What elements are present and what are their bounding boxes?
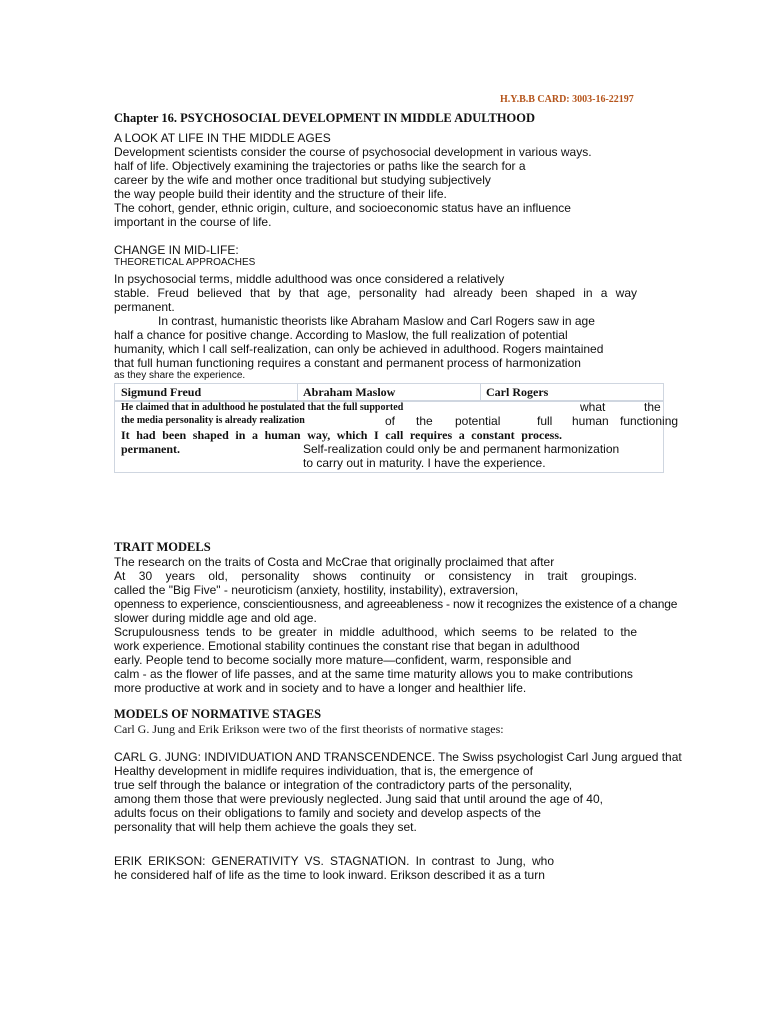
paragraph-line: true self through the balance or integration of the contradictory parts of the personality, [114,778,573,792]
paragraph-line: career by the wife and mother once traditional but studying subjectively [114,173,491,187]
paragraph-line: The research on the traits of Costa and McCrae that originally proclaimed that after [114,555,555,569]
section-heading: TRAIT MODELS [114,540,211,554]
paragraph-line: calm - as the flower of life passes, and at the same time maturity allows you to make contributions [114,667,633,681]
paragraph-line: more productive at work and in society and to have a longer and healthier life. [114,681,527,695]
section-change-mid-life [114,243,637,382]
table-cell: to carry out in maturity. I have the experience. [303,456,546,470]
paragraph-line: CARL G. JUNG: INDIVIDUATION AND TRANSCENDENCE. The Swiss psychologist Carl Jung argued that [114,750,682,764]
paragraph-line: humanity, which I call self-realization, can only be achieved in adulthood. Rogers maintained [114,342,604,356]
table-cell: human [572,414,609,428]
paragraph-line: half of life. Objectively examining the trajectories or paths like the search for a [114,159,526,173]
paragraph-line: Development scientists consider the course of psychosocial development in various ways. [114,145,592,159]
paragraph-line: stable. Freud believed that by that age, personality had already been shaped in a way [114,286,637,300]
table-cell: Self-realization could only be and permanent harmonization [303,442,620,456]
table-header-maslow: Abraham Maslow [297,384,480,401]
paragraph-line: adults focus on their obligations to family and society and develop aspects of the [114,806,541,820]
paragraph-line: The cohort, gender, ethnic origin, culture, and socioeconomic status have an influence [114,201,571,215]
chapter-title: Chapter 16. PSYCHOSOCIAL DEVELOPMENT IN MIDDLE ADULTHOOD [114,111,536,125]
section-life-middle-ages [114,131,637,229]
paragraph-line: In psychosocial terms, middle adulthood was once considered a relatively [114,272,505,286]
section-heading: MODELS OF NORMATIVE STAGES [114,707,322,721]
table-cell: It had been shaped in a human way, which I call requires a constant process. [121,428,562,442]
table-cell: permanent. [121,442,180,456]
table-cell: potential [455,414,501,428]
paragraph-line: half a chance for positive change. According to Maslow, the full realization of potential [114,328,568,342]
table-header-rogers: Carl Rogers [480,384,663,401]
card-id: H.Y.B.B CARD: 3003-16-22197 [500,94,634,105]
paragraph-line: slower during middle age and old age. [114,611,317,625]
intro-line: Carl G. Jung and Erik Erikson were two of the first theorists of normative stages: [114,722,504,736]
paragraph-line: that full human functioning requires a constant and permanent process of harmonization [114,356,581,370]
paragraph-line: called the "Big Five" - neuroticism (anxiety, hostility, instability), extraversion, [114,583,519,597]
paragraph-line: among them those that were previously neglected. Jung said that until around the age of 40, [114,792,603,806]
paragraph-line: as they share the experience. [114,370,246,381]
table-cell: the media personality is already realization [121,415,305,426]
section-heading: CHANGE IN MID-LIFE: [114,243,239,257]
table-cell: the [644,400,661,414]
section-normative-stages [114,707,714,882]
table-divider [480,384,481,401]
table-cell: the [416,414,433,428]
paragraph-line: permanent. [114,300,175,314]
table-cell: what [580,400,606,414]
table-cell: full [537,414,553,428]
table-cell: functioning [620,414,679,428]
paragraph-line: he considered half of life as the time to look inward. Erikson described it as a turn [114,868,545,882]
paragraph-line: openness to experience, conscientiousness, and agreeableness - now it recognizes the existence of a change [114,597,678,611]
paragraph-line: early. People tend to become socially more mature—confident, warm, responsible and [114,653,572,667]
paragraph-line: At 30 years old, personality shows continuity or consistency in trait groupings. [114,569,637,583]
section-heading: A LOOK AT LIFE IN THE MIDDLE AGES [114,131,331,145]
table-cell: He claimed that in adulthood he postulated that the full supported [121,402,404,413]
paragraph-line: In contrast, humanistic theorists like Abraham Maslow and Carl Rogers saw in age [158,314,595,328]
section-trait-models [114,540,678,695]
paragraph-line: ERIK ERIKSON: GENERATIVITY VS. STAGNATION. In contrast to Jung, who [114,854,554,868]
table-cell: of [385,414,396,428]
paragraph-line: important in the course of life. [114,215,272,229]
paragraph-line: personality that will help them achieve the goals they set. [114,820,417,834]
table-header-freud: Sigmund Freud [115,384,297,401]
table-divider [297,384,298,401]
section-subheading: THEORETICAL APPROACHES [114,257,256,268]
paragraph-line: work experience. Emotional stability continues the constant rise that began in adulthood [114,639,580,653]
paragraph-line: Healthy development in midlife requires individuation, that is, the emergence of [114,764,533,778]
paragraph-line: Scrupulousness tends to be greater in middle adulthood, which seems to be related to the [114,625,637,639]
paragraph-line: the way people build their identity and the structure of their life. [114,187,447,201]
